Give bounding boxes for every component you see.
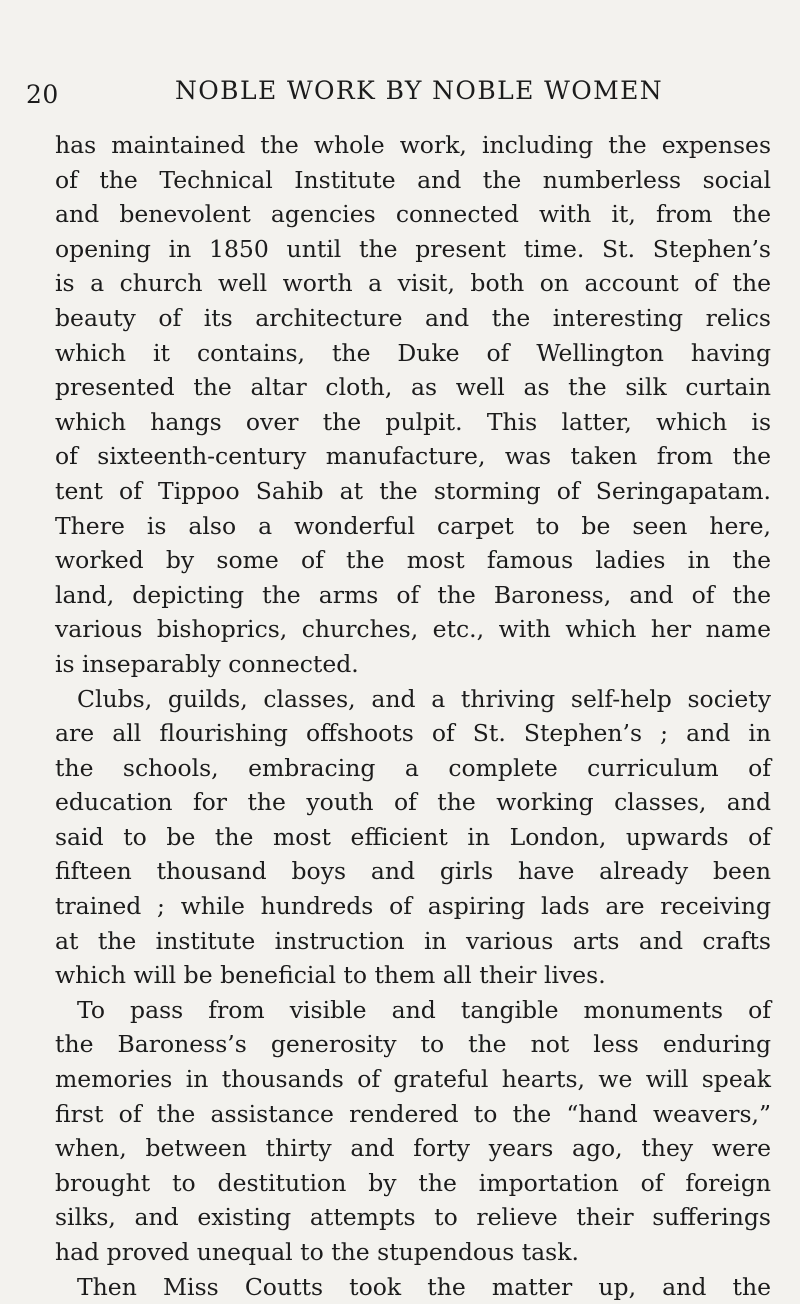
body-text [55, 128, 771, 1304]
text-line: presented the altar cloth, as well as the silk curtain [55, 373, 771, 402]
text-line: at the institute instruction in various arts and crafts [55, 926, 771, 955]
text-line: beauty of its architecture and the interesting relics [55, 303, 771, 332]
text-line: said to be the most efficient in London, upwards of [55, 822, 771, 851]
text-line: memories in thousands of grateful hearts, we will speak [55, 1065, 771, 1094]
text-line: There is also a wonderful carpet to be seen here, [55, 511, 771, 540]
text-line: is inseparably connected. [55, 649, 359, 678]
text-line: trained ; while hundreds of aspiring lads are receiving [55, 892, 771, 921]
text-line: the schools, embracing a complete curriculum of [55, 753, 771, 782]
text-line: which hangs over the pulpit. This latter, which is [55, 407, 771, 436]
paragraph-start-line: To pass from visible and tangible monuments of [77, 995, 771, 1024]
text-line: had proved unequal to the stupendous task. [55, 1238, 579, 1266]
text-line: has maintained the whole work, including the expenses [55, 131, 771, 159]
paragraph-start-line: Then Miss Coutts took the matter up, and the [77, 1272, 771, 1301]
text-line: various bishoprics, churches, etc., with which her name [55, 615, 771, 644]
text-line: first of the assistance rendered to the “hand weavers,” [55, 1099, 771, 1128]
text-line: is a church well worth a visit, both on account of the [55, 269, 771, 298]
text-line: tent of Tippoo Sahib at the storming of Seringapatam. [55, 476, 771, 505]
text-line: land, depicting the arms of the Baroness, and of the [55, 580, 771, 609]
running-head: NOBLE WORK BY NOBLE WOMEN [175, 76, 664, 105]
text-line: opening in 1850 until the present time. St. Stephen’s [55, 234, 771, 263]
text-line: which it contains, the Duke of Wellington having [55, 338, 771, 367]
text-line: of sixteenth-century manufacture, was taken from the [55, 442, 771, 471]
text-line: the Baroness’s generosity to the not less enduring [55, 1030, 771, 1059]
text-line: and benevolent agencies connected with it, from the [55, 200, 771, 229]
paragraph-start-line: Clubs, guilds, classes, and a thriving self-help society [77, 684, 771, 713]
text-line: when, between thirty and forty years ago, they were [55, 1134, 771, 1163]
text-line: brought to destitution by the importation of foreign [55, 1168, 771, 1197]
text-line: which will be beneficial to them all their lives. [55, 961, 606, 990]
text-line: of the Technical Institute and the numberless social [55, 165, 771, 194]
text-line: fifteen thousand boys and girls have already been [55, 857, 771, 886]
page-header [0, 72, 800, 112]
text-line: worked by some of the most famous ladies in the [55, 546, 771, 575]
text-line: are all flourishing offshoots of St. Stephen’s ; and in [55, 719, 771, 748]
text-line: education for the youth of the working classes, and [55, 788, 771, 817]
text-line: silks, and existing attempts to relieve their sufferings [55, 1203, 771, 1232]
page-number: 20 [26, 80, 59, 109]
